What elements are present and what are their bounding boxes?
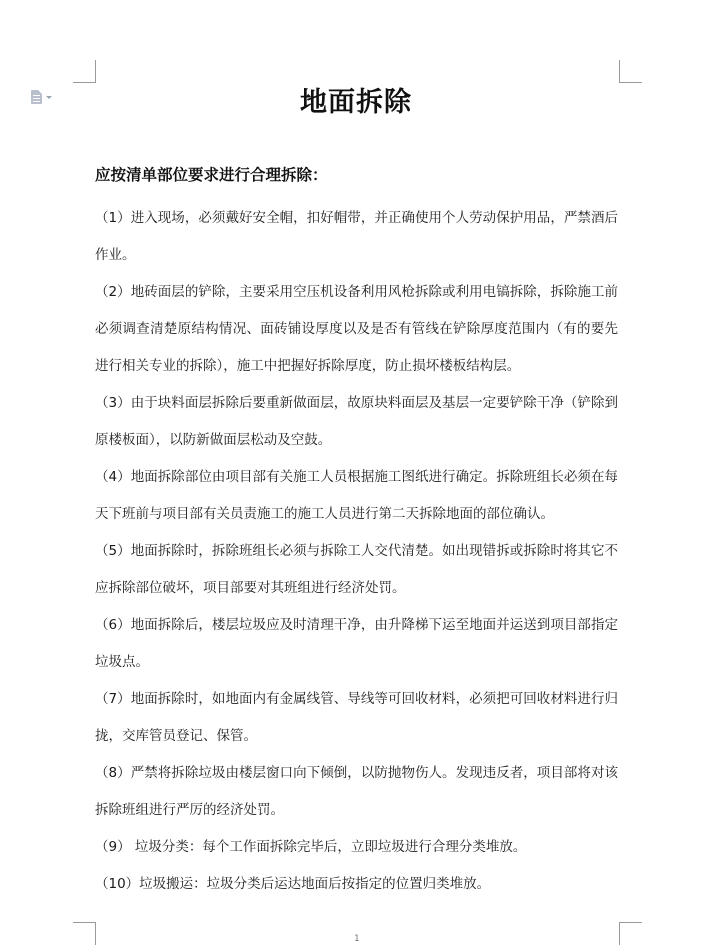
paragraph-9: （9） 垃圾分类：每个工作面拆除完毕后，立即垃圾进行合理分类堆放。 bbox=[95, 839, 527, 855]
paragraph-6: （6）地面拆除后，楼层垃圾应及时清理干净，由升降梯下运至地面并运送到项目部指定垃圾点。 bbox=[95, 617, 618, 670]
document-body bbox=[95, 200, 618, 903]
paragraph-1: （1）进入现场，必须戴好安全帽，扣好帽带，并正确使用个人劳动保护用品，严禁酒后作业。 bbox=[95, 210, 618, 263]
paragraph-10: （10）垃圾搬运：垃圾分类后运达地面后按指定的位置归类堆放。 bbox=[95, 876, 491, 892]
paragraph-3: （3）由于块料面层拆除后要重新做面层，故原块料面层及基层一定要铲除干净（铲除到原楼板面），以防新做面层松动及空鼓。 bbox=[95, 395, 618, 448]
crop-mark-bottom-right bbox=[619, 922, 642, 945]
paragraph-2: （2）地砖面层的铲除，主要采用空压机设备利用风枪拆除或利用电镐拆除，拆除施工前必须调查清楚原结构情况、面砖铺设厚度以及是否有管线在铲除厚度范围内（有的要先进行相关专业的拆除），施工中把握好拆除厚度，防止损坏楼板结构层。 bbox=[95, 284, 618, 374]
paragraph-5: （5）地面拆除时，拆除班组长必须与拆除工人交代清楚。如出现错拆或拆除时将其它不应拆除部位破坏，项目部要对其班组进行经济处罚。 bbox=[95, 543, 618, 596]
paragraph-8: （8）严禁将拆除垃圾由楼层窗口向下倾倒，以防抛物伤人。发现违反者，项目部将对该拆除班组进行严厉的经济处罚。 bbox=[95, 765, 618, 818]
page-number: 1 bbox=[354, 934, 360, 944]
section-heading: 应按清单部位要求进行合理拆除： bbox=[95, 165, 328, 184]
page-title: 地面拆除 bbox=[300, 87, 412, 118]
paragraph-4: （4）地面拆除部位由项目部有关施工人员根据施工图纸进行确定。拆除班组长必须在每天下班前与项目部有关员责施工的施工人员进行第二天拆除地面的部位确认。 bbox=[95, 469, 618, 522]
paragraph-7: （7）地面拆除时，如地面内有金属线管、导线等可回收材料，必须把可回收材料进行归拢，交库管员登记、保管。 bbox=[95, 691, 618, 744]
crop-mark-bottom-left bbox=[73, 922, 96, 945]
